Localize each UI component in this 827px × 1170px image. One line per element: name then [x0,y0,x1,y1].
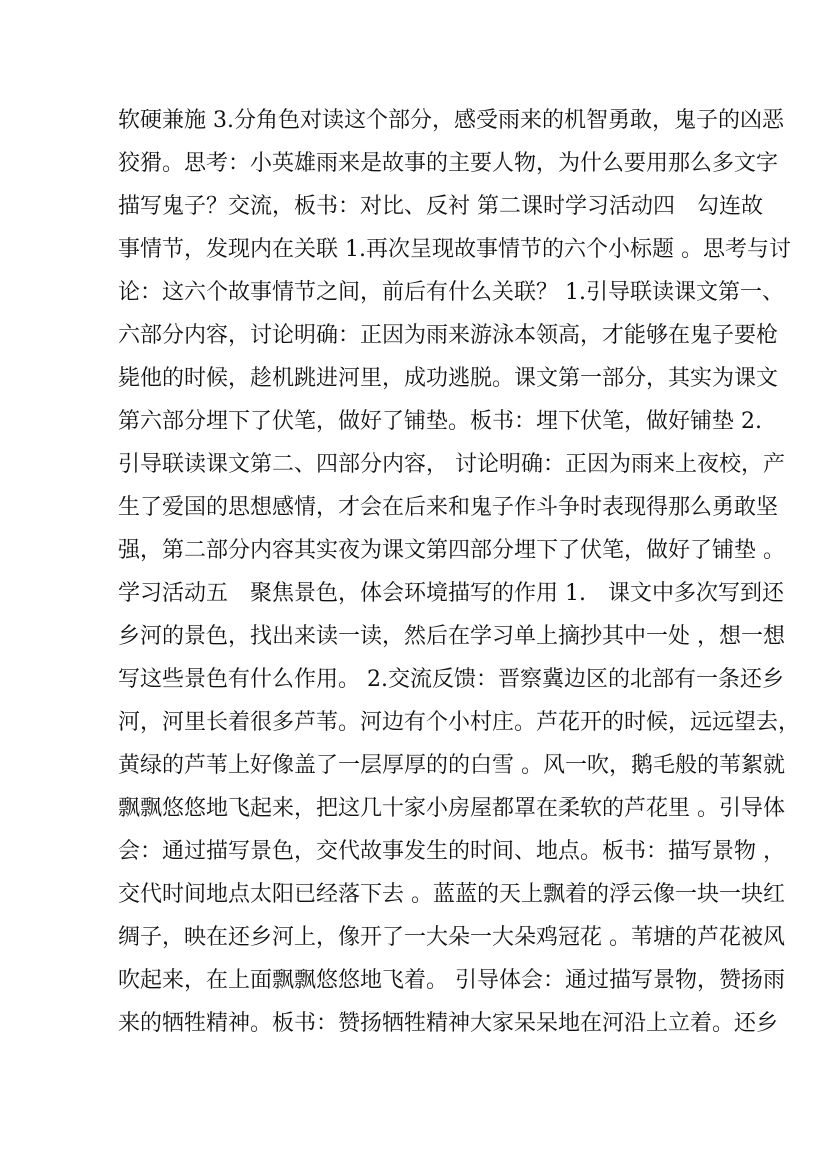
text-line: 强，第二部分内容其实夜为课文第四部分埋下了伏笔，做好了铺垫 。 [118,538,785,563]
text-line: 黄绿的芦苇上好像盖了一层厚厚的的白雪 。风一吹，鹅毛般的苇絮就 [118,753,785,778]
text-line: 引导联读课文第二、四部分内容， 讨论明确：正因为雨来上夜校，产 [118,452,785,477]
text-line: 第六部分埋下了伏笔，做好了铺垫。板书：埋下伏笔，做好铺垫 2. [118,409,762,434]
text-line: 毙他的时候，趁机跳进河里，成功逃脱。课文第一部分，其实为课文 [118,366,779,391]
text-line: 来的牺牲精神。板书：赞扬牺牲精神大家呆呆地在河沿上立着。还乡 [118,1011,779,1036]
text-line: 飘飘悠悠地飞起来，把这几十家小房屋都罩在柔软的芦花里 。引导体 [118,796,785,821]
text-line: 论：这六个故事情节之间，前后有什么关联？ 1.引导联读课文第一、 [118,280,784,305]
text-line: 学习活动五 聚焦景色，体会环境描写的作用 1. 课文中多次写到还 [118,581,784,606]
text-line: 河，河里长着很多芦苇。河边有个小村庄。芦花开的时候，远远望去， [118,710,801,735]
text-line: 交代时间地点太阳已经落下去 。蓝蓝的天上飘着的浮云像一块一块红 [118,882,785,907]
text-line: 描写鬼子？交流，板书：对比、反衬 第二课时学习活动四 勾连故 [118,194,763,219]
document-body-text [118,99,801,1045]
text-line: 事情节，发现内在关联 1.再次呈现故事情节的六个小标题 。思考与讨 [118,237,791,262]
text-line: 写这些景色有什么作用。 2.交流反馈：晋察冀边区的北部有一条还乡 [118,667,784,692]
text-line: 吹起来，在上面飘飘悠悠地飞着。 引导体会：通过描写景物，赞扬雨 [118,968,785,993]
text-line: 六部分内容，讨论明确：正因为雨来游泳本领高，才能够在鬼子要枪 [118,323,779,348]
text-line: 软硬兼施 3.分角色对读这个部分，感受雨来的机智勇敢，鬼子的凶恶 [118,108,784,133]
text-line: 会：通过描写景色，交代故事发生的时间、地点。板书：描写景物 ， [118,839,785,864]
text-line: 乡河的景色，找出来读一读，然后在学习单上摘抄其中一处 ，想一想 [118,624,785,649]
text-line: 狡猾。思考：小英雄雨来是故事的主要人物，为什么要用那么多文字 [118,151,779,176]
text-line: 生了爱国的思想感情，才会在后来和鬼子作斗争时表现得那么勇敢坚 [118,495,779,520]
text-line: 绸子，映在还乡河上，像开了一大朵一大朵鸡冠花 。苇塘的芦花被风 [118,925,785,950]
